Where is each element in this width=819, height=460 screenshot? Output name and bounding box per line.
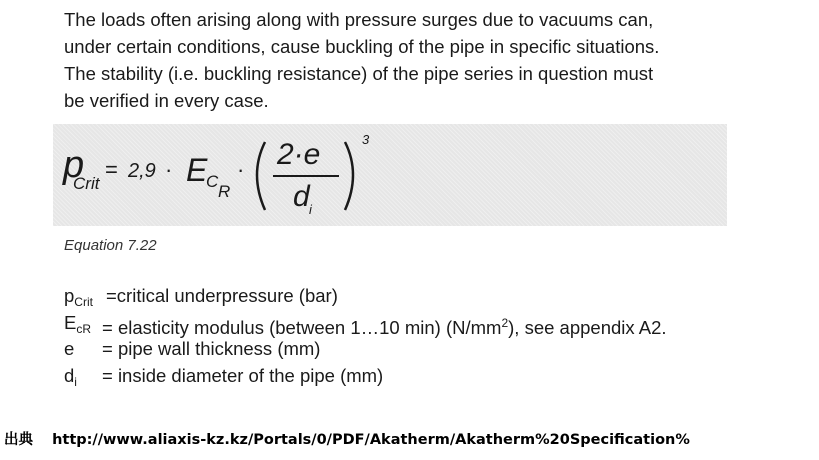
intro-line: The stability (i.e. buckling resistance) of the pipe series in question must (64, 63, 654, 84)
intro-line: be verified in every case. (64, 90, 269, 111)
eq-exponent: 3 (362, 132, 370, 147)
eq-den-i: i (309, 202, 312, 217)
left-paren-icon (257, 142, 265, 210)
eq-crit-sub: Crit (73, 174, 100, 193)
equation-caption: Equation 7.22 (64, 237, 157, 254)
equation-box (53, 124, 727, 226)
eq-sub-C: C (206, 172, 219, 191)
source-line (4, 428, 690, 449)
def-symbol: $d_i$ (64, 364, 77, 389)
def-text: =critical underpressure (bar) (106, 285, 338, 306)
def-symbol: $E_{cR}$ (64, 311, 92, 336)
eq-den-d: d (293, 180, 310, 213)
eq-E: E (186, 152, 208, 188)
eq-p: p (63, 144, 85, 186)
intro-paragraph (64, 6, 744, 114)
def-text: = pipe wall thickness (mm) (102, 338, 321, 359)
eq-dot: · (165, 157, 173, 182)
def-text: = inside diameter of the pipe (mm) (102, 364, 384, 386)
intro-line: under certain conditions, cause buckling of the pipe in specific situations. (64, 36, 660, 57)
def-symbol: e (64, 338, 75, 359)
source-label: 出典 (4, 432, 33, 448)
eq-dot: · (237, 157, 245, 182)
eq-equals: = (105, 157, 118, 182)
source-url[interactable]: http://www.aliaxis-kz.kz/Portals/0/PDF/Akatherm/Akatherm%20Specification% (52, 432, 690, 448)
eq-sub-R: R (218, 182, 231, 201)
right-paren-icon (345, 142, 353, 210)
def-text: = elasticity modulus (between 1…10 min) $(N/mm^2)$, see appendix A2. (102, 315, 667, 338)
eq-numerator: 2·e (277, 138, 321, 171)
intro-line: The loads often arising along with pressure surges due to vacuums can, (64, 9, 654, 30)
eq-coefficient: 2,9 (128, 160, 156, 182)
def-symbol: $p_{Crit}$ (64, 285, 93, 309)
eq-fraction-graphics (53, 124, 727, 226)
